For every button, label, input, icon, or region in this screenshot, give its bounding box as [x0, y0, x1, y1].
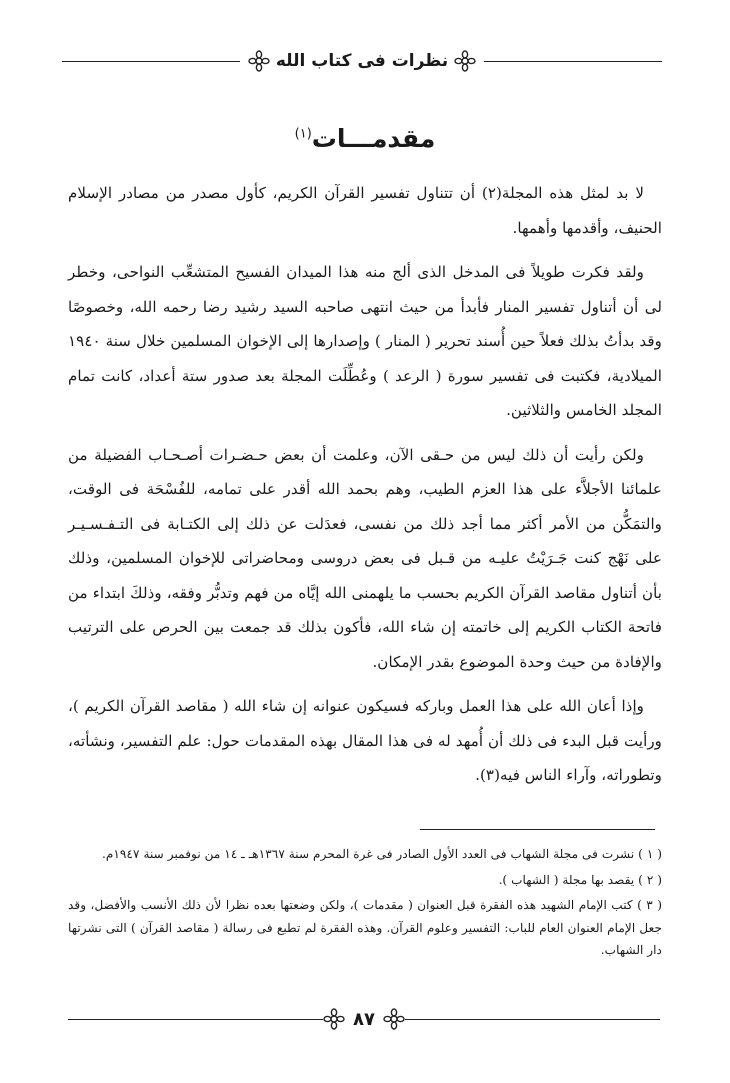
- paragraph: ولقد فكرت طويلاً فى المدخل الذى ألج منه هذا الميدان الفسيح المتشعِّب النواحى، وخطر لى أن أتناول تفسير المنار فأبدأ من حيث انتهى صاحبه السيد رشيد رضا رحمه الله، وخصوصًا وقد بدأتُ بذلك فعلاً حين أُسند تحرير ( المنار ) وإصدارها إلى الإخوان المسلمين خلال سنة ١٩٤٠ الميلادية، فكتبت فى تفسير سورة ( الرعد ) وعُطِّلَت المجلة بعد صدور ستة أعداد، كانت تمام المجلد الخامس والثلاثين.: [68, 263, 662, 419]
- floral-ornament-icon: [323, 1008, 345, 1030]
- body-text: [68, 176, 662, 803]
- header-rule-right: [484, 61, 662, 62]
- running-header: [62, 44, 662, 78]
- page-footer: [68, 1002, 660, 1036]
- header-rule-left: [62, 61, 240, 62]
- paragraph: ولكن رأيت أن ذلك ليس من حـقى الآن، وعلمت أن بعض حـضـرات أصـحـاب الفضيلة من علمائنا الأجلاَّء على هذا العزم الطيب، وهم بحمد الله أقدر على تمامه، للفُسْحَة فى الوقت، والتمَكُّن من الأمر أكثر مما أجد ذلك من نفسى، فعدَلت عن ذلك إلى الكتـابة فى التـفـسـيـر على نَهْج كنت جَـرَيْتُ عليـه من قـبل فى بعض دروسى ومحاضراتى للإخوان المسلمين، وذلك بأن أتناول مقاصد القرآن الكريم بحسب ما يلهمنى الله إيَّاه من فهم وتدبُّر وفقه، وذلكَ ابتداء من فاتحة الكتاب الكريم إلى خاتمته إن شاء الله، فأكون بذلك قد جمعت بين الحرص على الترتيب والإفادة من حيث وحدة الموضوع بقدر الإمكان.: [68, 445, 663, 671]
- floral-ornament-icon: [248, 50, 270, 72]
- floral-ornament-icon: [454, 50, 476, 72]
- paragraph: وإذا أعان الله على هذا العمل وباركه فسيكون عنوانه إن شاء الله ( مقاصد القرآن الكريم )، ورأيت قبل البدء فى ذلك أن أُمهد له فى هذا المقال بهذه المقدمات حول: علم التفسير، ونشأته، وتطوراته، وآراء الناس فيه(٣).: [68, 697, 662, 784]
- footnote: ( ١ ) نشرت فى مجلة الشهاب فى العدد الأول الصادر فى غرة المحرم سنة ١٣٦٧هـ ـ ١٤ من نوفمبر سنة ١٩٤٧م.: [101, 847, 662, 861]
- paragraph: لا بد لمثل هذه المجلة(٢) أن تتناول تفسير القرآن الكريم، كأول مصدر من مصادر الإسلام الحنيف، وأقدمها وأهمها.: [68, 184, 662, 237]
- chapter-footnote-ref: (١): [294, 126, 312, 142]
- floral-ornament-icon: [383, 1008, 405, 1030]
- page-number: ٨٧: [353, 1008, 375, 1030]
- footnotes: [68, 843, 662, 965]
- chapter-title: [0, 124, 730, 153]
- footnote: ( ٢ ) يقصد بها مجلة ( الشهاب ).: [498, 872, 662, 887]
- chapter-title-text: مقدمـــات: [311, 124, 436, 153]
- header-title-group: [240, 50, 484, 72]
- footnote: ( ٣ ) كتب الإمام الشهيد هذه الفقرة قبل العنوان ( مقدمات )، ولكن وضعتها بعده نظرا لأن ذلك الأنسب والأفضل، وقد جعل الإمام العنوان العام للباب: التفسير وعلوم القرآن. وهذه الفقرة لم تطبع فى رسالة ( مقاصد القرآن ) التى نشرتها دار الشهاب.: [68, 898, 662, 957]
- footnote-separator: [420, 829, 655, 830]
- header-title: نظرات فى كتاب الله: [275, 51, 449, 71]
- footer-rule-right: [405, 1019, 660, 1020]
- footer-rule-left: [68, 1019, 323, 1020]
